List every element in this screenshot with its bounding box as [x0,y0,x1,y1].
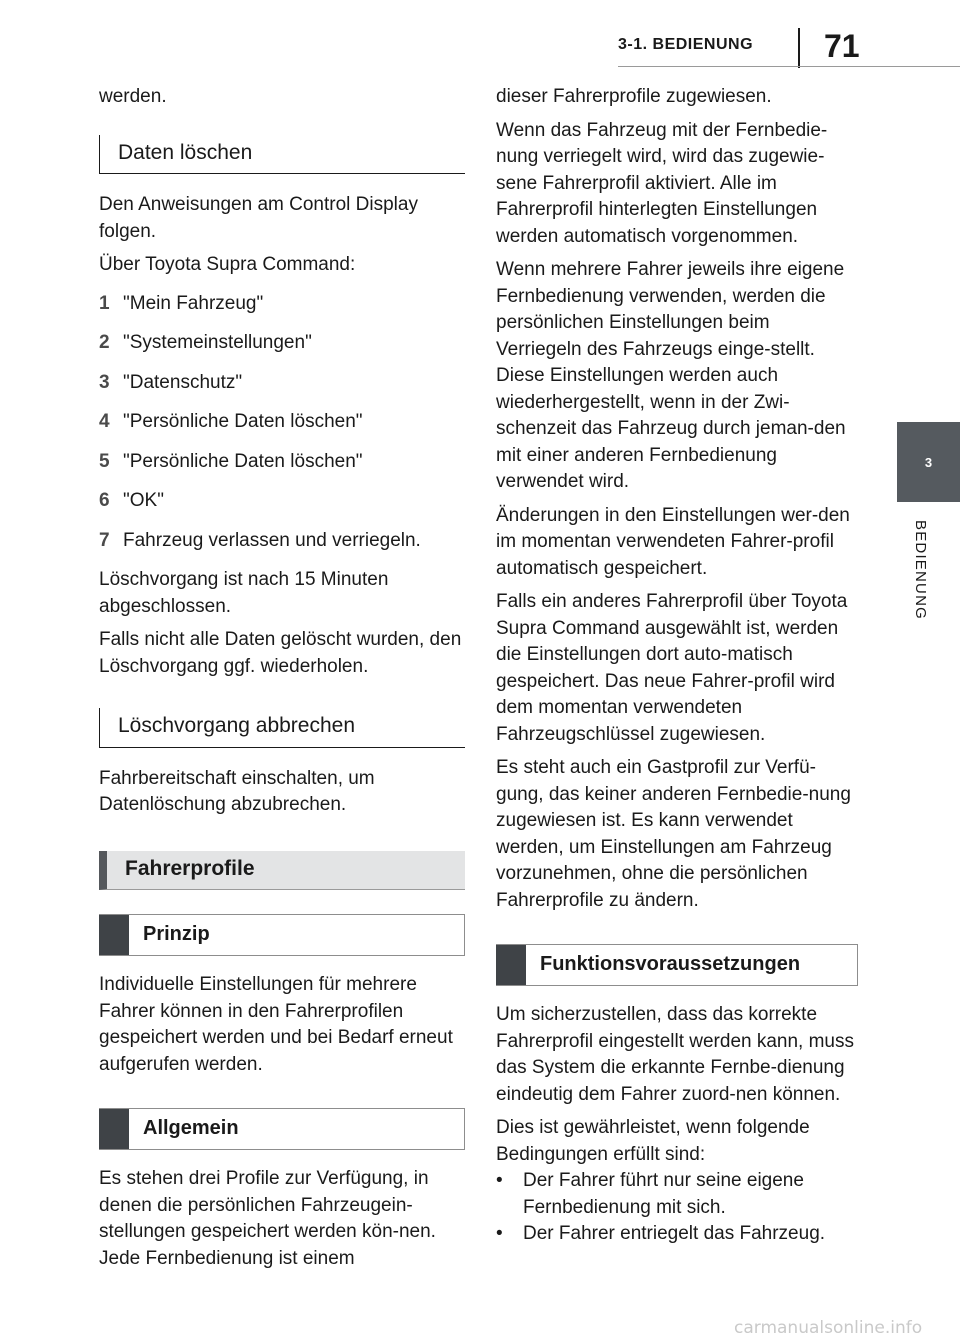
step-item [99,330,465,357]
heading-text: Allgemein [143,1117,239,1139]
page-number: 71 [824,28,860,64]
left-column [99,84,465,1279]
step-item [99,449,465,476]
paragraph: Es steht auch ein Gastprofil zur Verfü-gung, das keiner anderen Fernbedie-nung zugewiesen ist. Es kann verwendet werden, um Einstellungen am Fahrzeug vorzunehmen, ohne die persönlichen Fahrerprofile zu ändern. [496,757,851,911]
paragraph: Fahrbereitschaft einschalten, um Datenlöschung abzubrechen. [99,767,375,815]
bullet-text: Der Fahrer führt nur seine eigene Fernbedienung mit sich. [523,1170,804,1218]
paragraph: Änderungen in den Einstellungen wer-den im momentan verwendeten Fahrer-profil automatisch gespeichert. [496,504,850,579]
heading-daten-loeschen: Daten löschen [99,135,465,175]
step-number: 5 [99,450,110,472]
chapter-tab[interactable] [897,422,960,502]
step-item [99,291,465,318]
heading-prinzip [99,914,465,956]
paragraph: Falls nicht alle Daten gelöscht wurden, den Löschvorgang ggf. wiederholen. [99,629,462,677]
bullet-icon: • [496,1170,503,1191]
heading-text: Prinzip [143,923,210,945]
heading-marker [99,915,129,955]
heading-loeschvorgang-abbrechen: Löschvorgang abbrechen [99,708,465,748]
paragraph: werden. [99,86,167,107]
chapter-label: BEDIENUNG [912,520,929,620]
heading-fahrerprofile: Fahrerprofile [99,851,465,891]
step-list [99,291,465,555]
paragraph: Individuelle Einstellungen für mehrere Fahrer können in den Fahrerprofilen gespeichert werden und bei Bedarf erneut aufgerufen werden. [99,974,453,1075]
paragraph: Über Toyota Supra Command: [99,254,356,275]
watermark: carmanualsonline.info [734,1318,923,1338]
paragraph: Falls ein anderes Fahrerprofil über Toyota Supra Command ausgewählt ist, werden die Einstellungen dort auto-matisch gespeichert. Das neue Fahrer-profil wird dem momentan verwendeten Fahrzeugschlüssel zugewiesen. [496,591,848,745]
paragraph: Den Anweisungen am Control Display folgen. [99,194,418,242]
paragraph: Wenn mehrere Fahrer jeweils ihre eigene Fernbedienung verwenden, werden die persönlichen Einstellungen beim Verriegeln des Fahrzeugs einge-stellt. Diese Einstellungen werden auch wiederhergestellt, wenn in der Zwi-schenzeit das Fahrzeug durch jeman-den mit einer anderen Fernbedienung verwendet wird. [496,259,846,492]
page-header [0,0,960,75]
step-item [99,370,465,397]
step-number: 3 [99,371,110,393]
header-rule [618,66,960,67]
paragraph: Es stehen drei Profile zur Verfügung, in denen die persönlichen Fahrzeugein-stellungen gespeichert werden kön-nen. Jede Fernbedienung ist einem [99,1168,436,1269]
bullet-item [496,1221,858,1248]
paragraph: dieser Fahrerprofile zugewiesen. [496,86,772,107]
paragraph: Löschvorgang ist nach 15 Minuten abgeschlossen. [99,569,389,617]
heading-funktionsvoraussetzungen [496,944,858,986]
step-item [99,488,465,515]
step-number: 2 [99,332,110,353]
step-number: 7 [99,529,110,551]
heading-allgemein [99,1108,465,1150]
step-text: "Systemeinstellungen" [123,332,312,353]
section-title: 3-1. BEDIENUNG [618,36,754,53]
right-column [496,84,858,1248]
heading-text: Funktionsvoraussetzungen [540,953,801,975]
paragraph: Dies ist gewährleistet, wenn folgende Bedingungen erfüllt sind: [496,1117,810,1165]
heading-marker [99,1109,129,1149]
step-number: 6 [99,490,110,511]
header-separator [798,28,800,68]
paragraph: Wenn das Fahrzeug mit der Fernbedie-nung verriegelt wird, wird das zugewie-sene Fahrerprofil aktiviert. Alle im Fahrerprofil hinterlegten Einstellungen werden automatisch vorgenommen. [496,119,828,247]
paragraph: Um sicherzustellen, dass das korrekte Fahrerprofil eingestellt werden kann, muss das System die erkannte Fernbe-dienung eindeutig dem Fahrer zuord-nen können. [496,1004,855,1105]
step-text: "OK" [123,490,164,511]
step-number: 1 [99,292,110,314]
step-number: 4 [99,411,110,432]
step-text: Fahrzeug verlassen und verriegeln. [123,529,421,551]
step-item [99,528,465,555]
chapter-number: 3 [924,454,933,470]
heading-marker [496,945,526,985]
step-text: "Datenschutz" [123,371,243,393]
bullet-item [496,1168,858,1221]
bullet-text: Der Fahrer entriegelt das Fahrzeug. [523,1223,826,1244]
step-text: "Persönliche Daten löschen" [123,450,363,472]
step-text: "Persönliche Daten löschen" [123,411,363,432]
step-text: "Mein Fahrzeug" [123,292,264,314]
bullet-icon: • [496,1223,503,1244]
step-item [99,409,465,436]
